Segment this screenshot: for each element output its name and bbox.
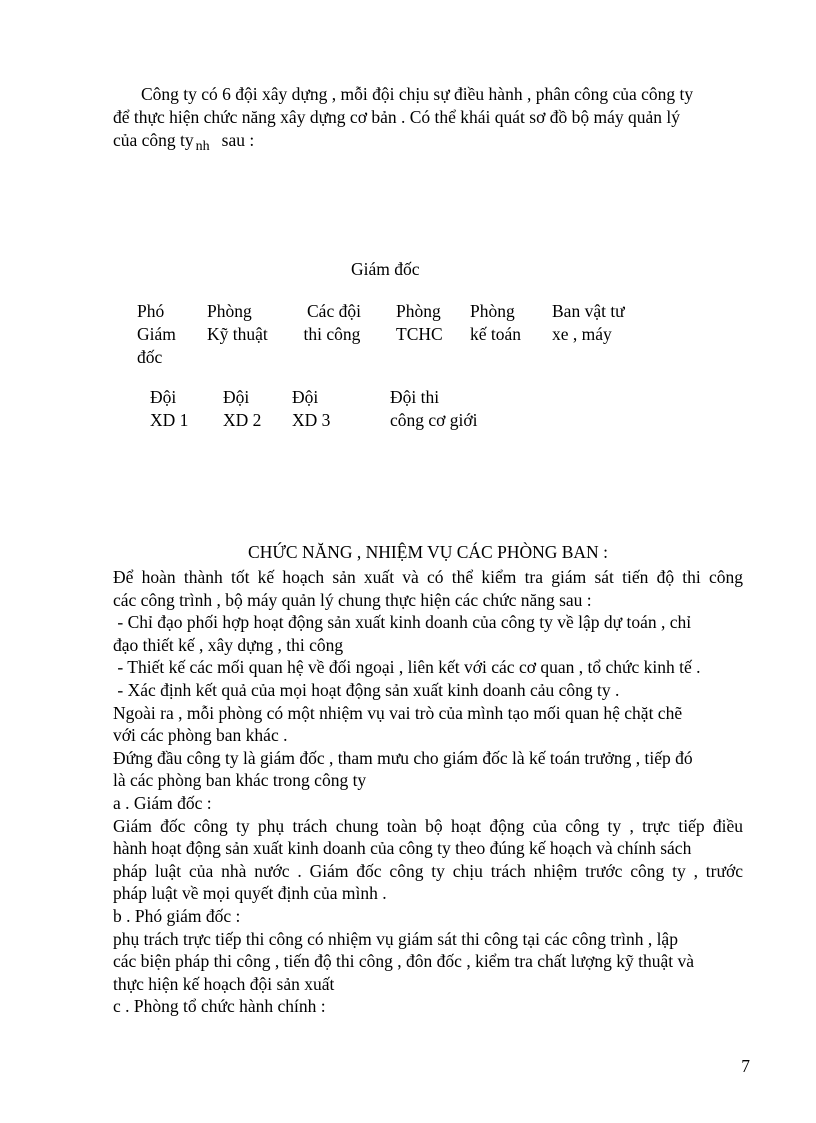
body-line: Giám đốc công ty phụ trách chung toàn bộ hoạt động của công ty , trực tiếp điều <box>113 815 743 836</box>
body-line: đạo thiết kế , xây dựng , thi công <box>113 634 344 655</box>
org-dept-line: thi công <box>303 324 361 344</box>
org-dept-technical <box>207 300 268 346</box>
org-team-line: XD 3 <box>292 410 331 430</box>
intro-paragraph <box>113 83 743 154</box>
body-line: Để hoàn thành tốt kế hoạch sản xuất và có thể kiểm tra giám sát tiến độ thi công <box>113 567 743 587</box>
org-dept-line: Các đội <box>307 301 361 321</box>
org-dept-line: đốc <box>137 347 163 367</box>
org-director: Giám đốc <box>351 259 420 279</box>
body-line: b . Phó giám đốc : <box>113 905 241 926</box>
org-team-line: công cơ giới <box>390 410 478 430</box>
intro-line-3 <box>113 129 743 154</box>
body-line: với các phòng ban khác . <box>113 725 288 746</box>
body-line: pháp luật của nhà nước . Giám đốc công ty chịu trách nhiệm trước công ty , trước <box>113 860 743 881</box>
section-heading: CHỨC NĂNG , NHIỆM VỤ CÁC PHÒNG BAN : <box>248 542 608 562</box>
org-dept-line: Phó <box>137 301 165 321</box>
org-dept-line: TCHC <box>396 324 443 344</box>
body-line: các biện pháp thi công , tiến độ thi công , đôn đốc , kiểm tra chất lượng kỹ thuật và <box>113 951 695 972</box>
org-dept-line: kế toán <box>470 324 522 344</box>
intro-line-2: để thực hiện chức năng xây dựng cơ bản . Có thể khái quát sơ đồ bộ máy quản lý <box>113 107 680 127</box>
org-team-line: XD 1 <box>150 410 189 430</box>
org-team-line: Đội thi <box>390 387 440 407</box>
org-dept-materials <box>552 300 625 346</box>
org-team-mechanized <box>390 386 478 432</box>
intro-subscript: nh <box>195 139 210 154</box>
org-dept-accounting <box>470 300 521 346</box>
body-line: Đứng đầu công ty là giám đốc , tham mưu cho giám đốc là kế toán trưởng , tiếp đó <box>113 747 693 768</box>
body-line: - Chỉ đạo phối hợp hoạt động sản xuất kinh doanh của công ty về lập dự toán , chỉ <box>113 612 692 633</box>
org-dept-line: Ban vật tư <box>552 301 625 321</box>
org-dept-line: Giám <box>137 324 176 344</box>
body-line: - Xác định kết quả của mọi hoạt động sản xuất kinh doanh cảu công ty . <box>113 679 620 700</box>
body-line: là các phòng ban khác trong công ty <box>113 770 367 791</box>
body-line: các công trình , bộ máy quản lý chung thực hiện các chức năng sau : <box>113 589 592 610</box>
org-dept-vice-director <box>137 300 176 369</box>
org-team-line: Đội <box>150 387 177 407</box>
org-dept-line: Phòng <box>396 301 441 321</box>
intro-line-3-end: sau : <box>221 130 255 150</box>
org-team-1 <box>150 386 188 432</box>
org-team-3 <box>292 386 330 432</box>
body-line: - Thiết kế các mối quan hệ về đối ngoại , liên kết với các cơ quan , tổ chức kinh tế . <box>113 657 701 678</box>
body-line: phụ trách trực tiếp thi công có nhiệm vụ giám sát thi công tại các công trình , lập <box>113 928 678 949</box>
body-line: pháp luật về mọi quyết định của mình . <box>113 883 387 904</box>
org-dept-line: Phòng <box>207 301 252 321</box>
body-line: a . Giám đốc : <box>113 792 212 813</box>
body-text <box>113 566 743 1018</box>
org-dept-line: Phòng <box>470 301 515 321</box>
body-line: hành hoạt động sản xuất kinh doanh của công ty theo đúng kế hoạch và chính sách <box>113 838 692 859</box>
body-line: c . Phòng tổ chức hành chính : <box>113 996 326 1017</box>
org-team-line: Đội <box>223 387 250 407</box>
org-dept-admin <box>396 300 443 346</box>
org-dept-construction-teams <box>303 300 361 346</box>
body-line: thực hiện kế hoạch đội sản xuất <box>113 973 335 994</box>
page-number: 7 <box>741 1056 750 1076</box>
body-line: Ngoài ra , mỗi phòng có một nhiệm vụ vai trò của mình tạo mối quan hệ chặt chẽ <box>113 702 683 723</box>
org-team-2 <box>223 386 261 432</box>
org-team-line: Đội <box>292 387 319 407</box>
org-dept-line: xe , máy <box>552 324 612 344</box>
org-dept-line: Kỹ thuật <box>207 324 268 344</box>
intro-line-3-text: của công ty <box>113 130 194 150</box>
org-team-line: XD 2 <box>223 410 262 430</box>
intro-line-1: Công ty có 6 đội xây dựng , mỗi đội chịu sự điều hành , phân công của công ty <box>141 84 694 104</box>
